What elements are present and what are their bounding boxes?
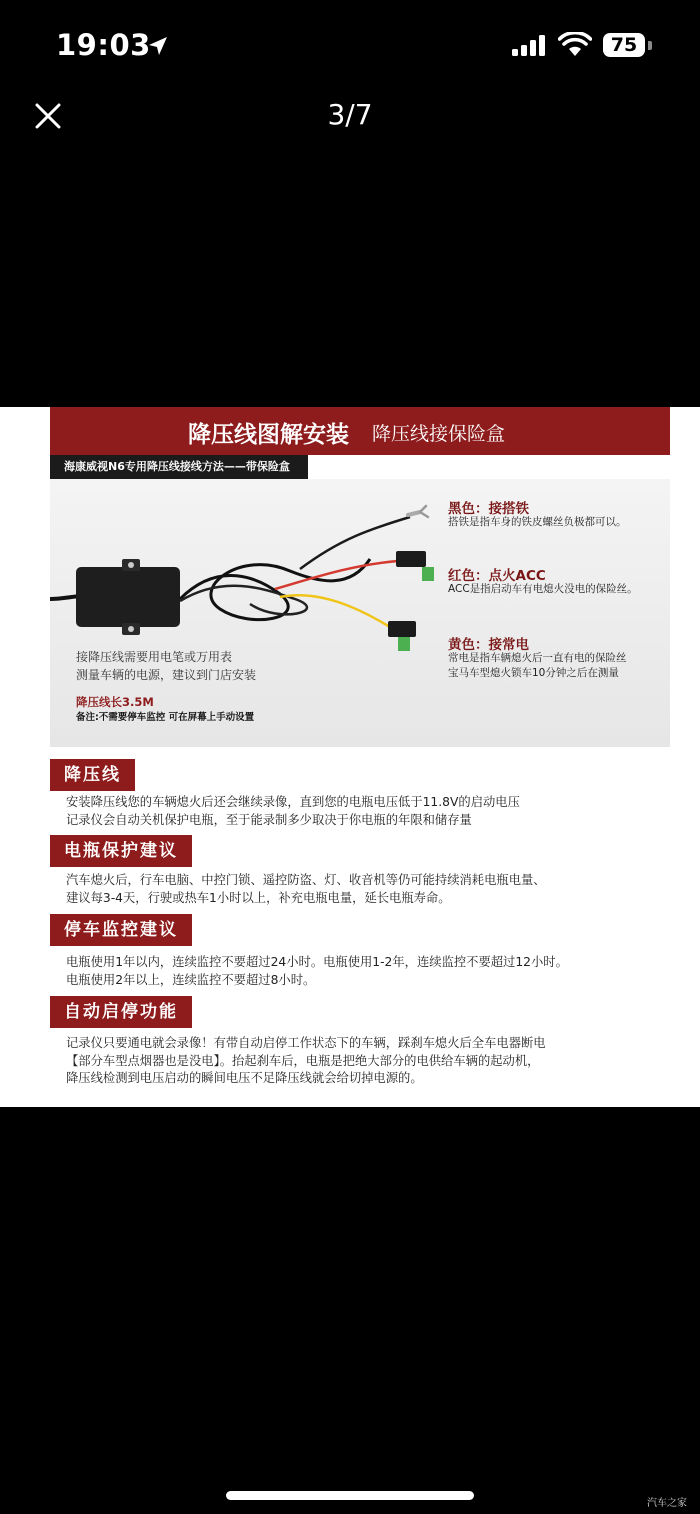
- text-line: 降压线检测到电压启动的瞬间电压不足降压线就会给切掉电源的。: [66, 1071, 423, 1085]
- status-time: 19:03: [56, 28, 151, 62]
- wire-desc-black: 搭铁是指车身的铁皮螺丝负极都可以。: [448, 516, 627, 528]
- section-text-auto-start-stop: [66, 1035, 666, 1088]
- close-icon[interactable]: [30, 98, 66, 134]
- wifi-icon: [558, 32, 592, 58]
- sub-strip: [50, 455, 670, 480]
- wire-label-red: 红色：点火ACC: [448, 568, 546, 584]
- section-title-auto-start-stop: 自动启停功能: [50, 996, 192, 1028]
- displayed-image[interactable]: [0, 407, 700, 1107]
- cable-length-label: 降压线长3.5M: [76, 695, 154, 709]
- wire-desc-red: ACC是指启动车有电熄火没电的保险丝。: [448, 583, 638, 595]
- image-counter: 3/7: [327, 98, 373, 131]
- status-bar: [0, 0, 700, 90]
- signal-icon: [510, 34, 548, 58]
- location-arrow-icon: [146, 34, 170, 58]
- text-line: 汽车熄火后，行车电脑、中控门锁、遥控防盗、灯、收音机等仍可能持续消耗电瓶电量、: [66, 873, 546, 887]
- diagram-note-1: 接降压线需要用电笔或万用表: [76, 650, 233, 664]
- section-title-battery: 电瓶保护建议: [50, 835, 192, 867]
- wire-label-black: 黑色：接搭铁: [448, 501, 529, 517]
- text-line: 安装降压线您的车辆熄火后还会继续录像，直到您的电瓶电压低于11.8V的启动电压: [66, 795, 520, 809]
- banner-title: 降压线图解安装: [188, 422, 349, 448]
- banner-subtitle: 降压线接保险盒: [372, 423, 506, 445]
- text-line: 电瓶使用2年以上，连续监控不要超过8小时。: [66, 972, 316, 987]
- text-line: 记录仪只要通电就会录像！有带自动启停工作状态下的车辆，踩刹车熄火后全车电器断电: [66, 1036, 546, 1050]
- sub-tag: 海康威视N6专用降压线接线方法——带保险盒: [50, 455, 308, 479]
- section-title-parking: 停车监控建议: [50, 914, 192, 946]
- image-banner: [50, 407, 670, 455]
- text-line: 记录仪会自动关机保护电瓶，至于能录制多少取决于你电瓶的年限和储存量: [66, 812, 472, 827]
- text-line: 建议每3-4天，行驶或热车1小时以上，补充电瓶电量，延长电瓶寿命。: [66, 890, 451, 905]
- watermark: 汽车之家: [647, 1498, 687, 1509]
- section-title-step-down: 降压线: [50, 759, 135, 791]
- section-text-battery: [66, 872, 666, 907]
- remark-text: 备注:不需要停车监控 可在屏幕上手动设置: [76, 712, 255, 723]
- wire-label-yellow: 黄色：接常电: [448, 637, 529, 653]
- diagram-note-2: 测量车辆的电源，建议到门店安装: [76, 668, 257, 682]
- wire-desc-yellow-2: 宝马车型熄火锁车10分钟之后在测量: [448, 667, 619, 679]
- section-text-step-down: [66, 794, 666, 829]
- wire-desc-yellow-1: 常电是指车辆熄火后一直有电的保险丝: [448, 652, 627, 664]
- converter-box: [76, 567, 180, 627]
- battery-tip: [648, 41, 652, 50]
- text-line: 电瓶使用1年以内，连续监控不要超过24小时。电瓶使用1-2年，连续监控不要超过12小时。: [66, 955, 568, 969]
- home-indicator[interactable]: [226, 1491, 474, 1500]
- section-text-parking: [66, 954, 666, 989]
- text-line: 【部分车型点烟器也是没电】。抬起刹车后，电瓶是把绝大部分的电供给车辆的起动机，: [66, 1053, 540, 1068]
- battery-indicator: 75: [603, 33, 645, 57]
